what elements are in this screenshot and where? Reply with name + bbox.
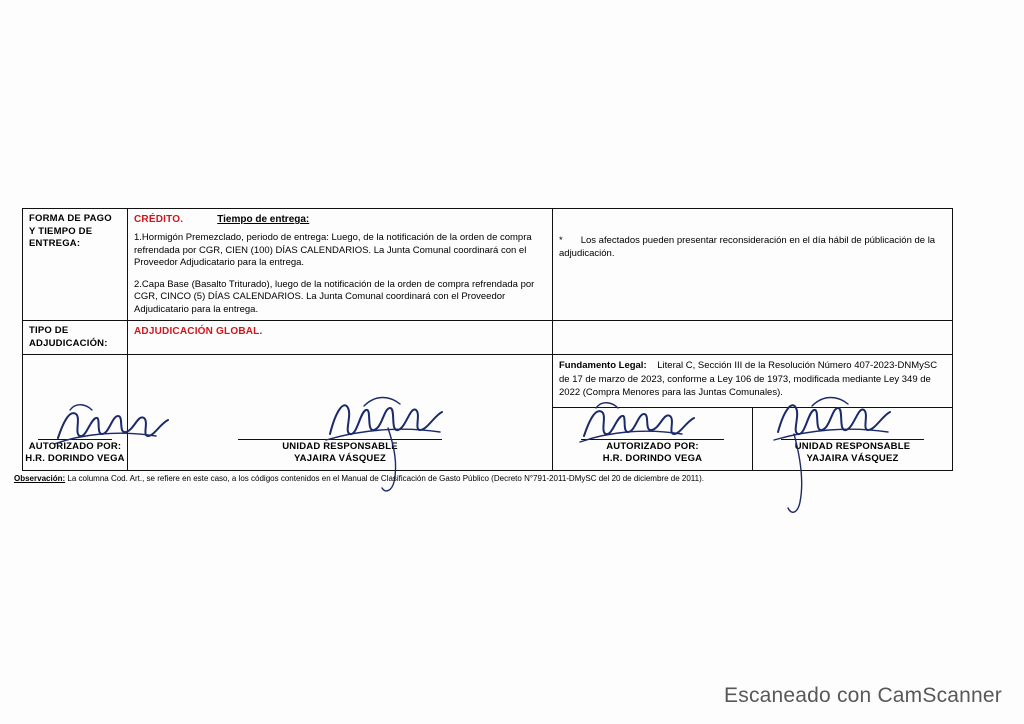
observation-text: La columna Cod. Art., se refiere en este caso, a los códigos contenidos en el Manual de Clasificación de Gasto Público (Decreto N°791-2011-DMySC del 20 de diciembre de 2011). [67, 474, 704, 483]
credit-label: CRÉDITO. [134, 214, 184, 225]
award-type-spacer-left [553, 321, 753, 355]
signature-role: UNIDAD RESPONSABLE [282, 440, 398, 452]
signature-block-2 [128, 355, 553, 471]
observation-label: Observación: [14, 474, 66, 483]
signature-name: H.R. DORINDO VEGA [25, 452, 125, 464]
payment-terms-heading [134, 213, 546, 226]
award-type-spacer-right [753, 321, 953, 355]
signature-line [38, 439, 113, 440]
legal-and-signatures-cell [553, 355, 953, 471]
award-type-label: TIPO DE ADJUDICACIÓN: [23, 321, 128, 355]
signature-role: UNIDAD RESPONSABLE [794, 440, 911, 452]
delivery-time-label: Tiempo de entrega: [217, 214, 310, 225]
signature-line [781, 439, 924, 440]
table-row-payment-terms [23, 209, 953, 321]
award-type-value-cell [128, 321, 553, 355]
observation-note [14, 474, 944, 484]
signature-line [581, 439, 724, 440]
payment-term-item: 2.Capa Base (Basalto Triturado), luego de la notificación de la orden de compra refrendada por CGR, CINCO (5) DÍAS CALENDARIOS. La Junta Comunal coordinará con el Proveedor Adjudicatario para la entrega. [134, 278, 535, 315]
table-row-award-type [23, 321, 953, 355]
signature-block-4 [753, 408, 952, 470]
signature-line [238, 439, 442, 440]
signature-role: AUTORIZADO POR: [28, 440, 122, 452]
signature-role: AUTORIZADO POR: [606, 440, 699, 452]
legal-basis-text: Literal C, Sección III de la Resolución Número 407-2023-DNMySC de 17 de marzo de 2023, conforme a Ley 106 de 1973, modificada mediante Ley 349 de 2022 (Compra Menores para las Juntas Comunales). [559, 360, 938, 399]
reconsideration-note-text: Los afectados pueden presentar reconsideración en el día hábil de públicación de la adjudicación. [559, 235, 936, 259]
signature-caption-2 [128, 439, 552, 465]
signature-name: H.R. DORINDO VEGA [602, 452, 703, 464]
signature-name: YAJAIRA VÁSQUEZ [806, 452, 899, 464]
legal-basis [553, 355, 952, 408]
legal-basis-label: Fundamento Legal: [559, 360, 647, 372]
camscanner-watermark: Escaneado con CamScanner [724, 684, 1002, 707]
award-form-table [22, 208, 953, 471]
award-type-value: ADJUDICACIÓN GLOBAL. [134, 326, 263, 338]
payment-term-item: 1.Hormigón Premezclado, periodo de entrega: Luego, de la notificación de la orden de compra refrendada por CGR, CIEN (100) DÍAS CALENDARIOS. La Junta Comunal coordinará con el Proveedor Adjudicatario para la entrega. [134, 232, 532, 269]
payment-terms-label: FORMA DE PAGO Y TIEMPO DE ENTREGA: [23, 209, 128, 321]
payment-terms-content [128, 209, 553, 321]
signature-pair-right [553, 408, 952, 470]
signature-caption-4 [753, 439, 952, 465]
signature-block-3 [553, 408, 753, 470]
signature-caption-3 [553, 439, 752, 465]
reconsideration-note [553, 209, 953, 321]
signature-block-1 [23, 355, 128, 471]
signature-name: YAJAIRA VÁSQUEZ [293, 452, 387, 464]
table-row-signatures [23, 355, 953, 471]
signature-caption-1 [23, 439, 127, 465]
bullet-marker: * [559, 235, 563, 246]
